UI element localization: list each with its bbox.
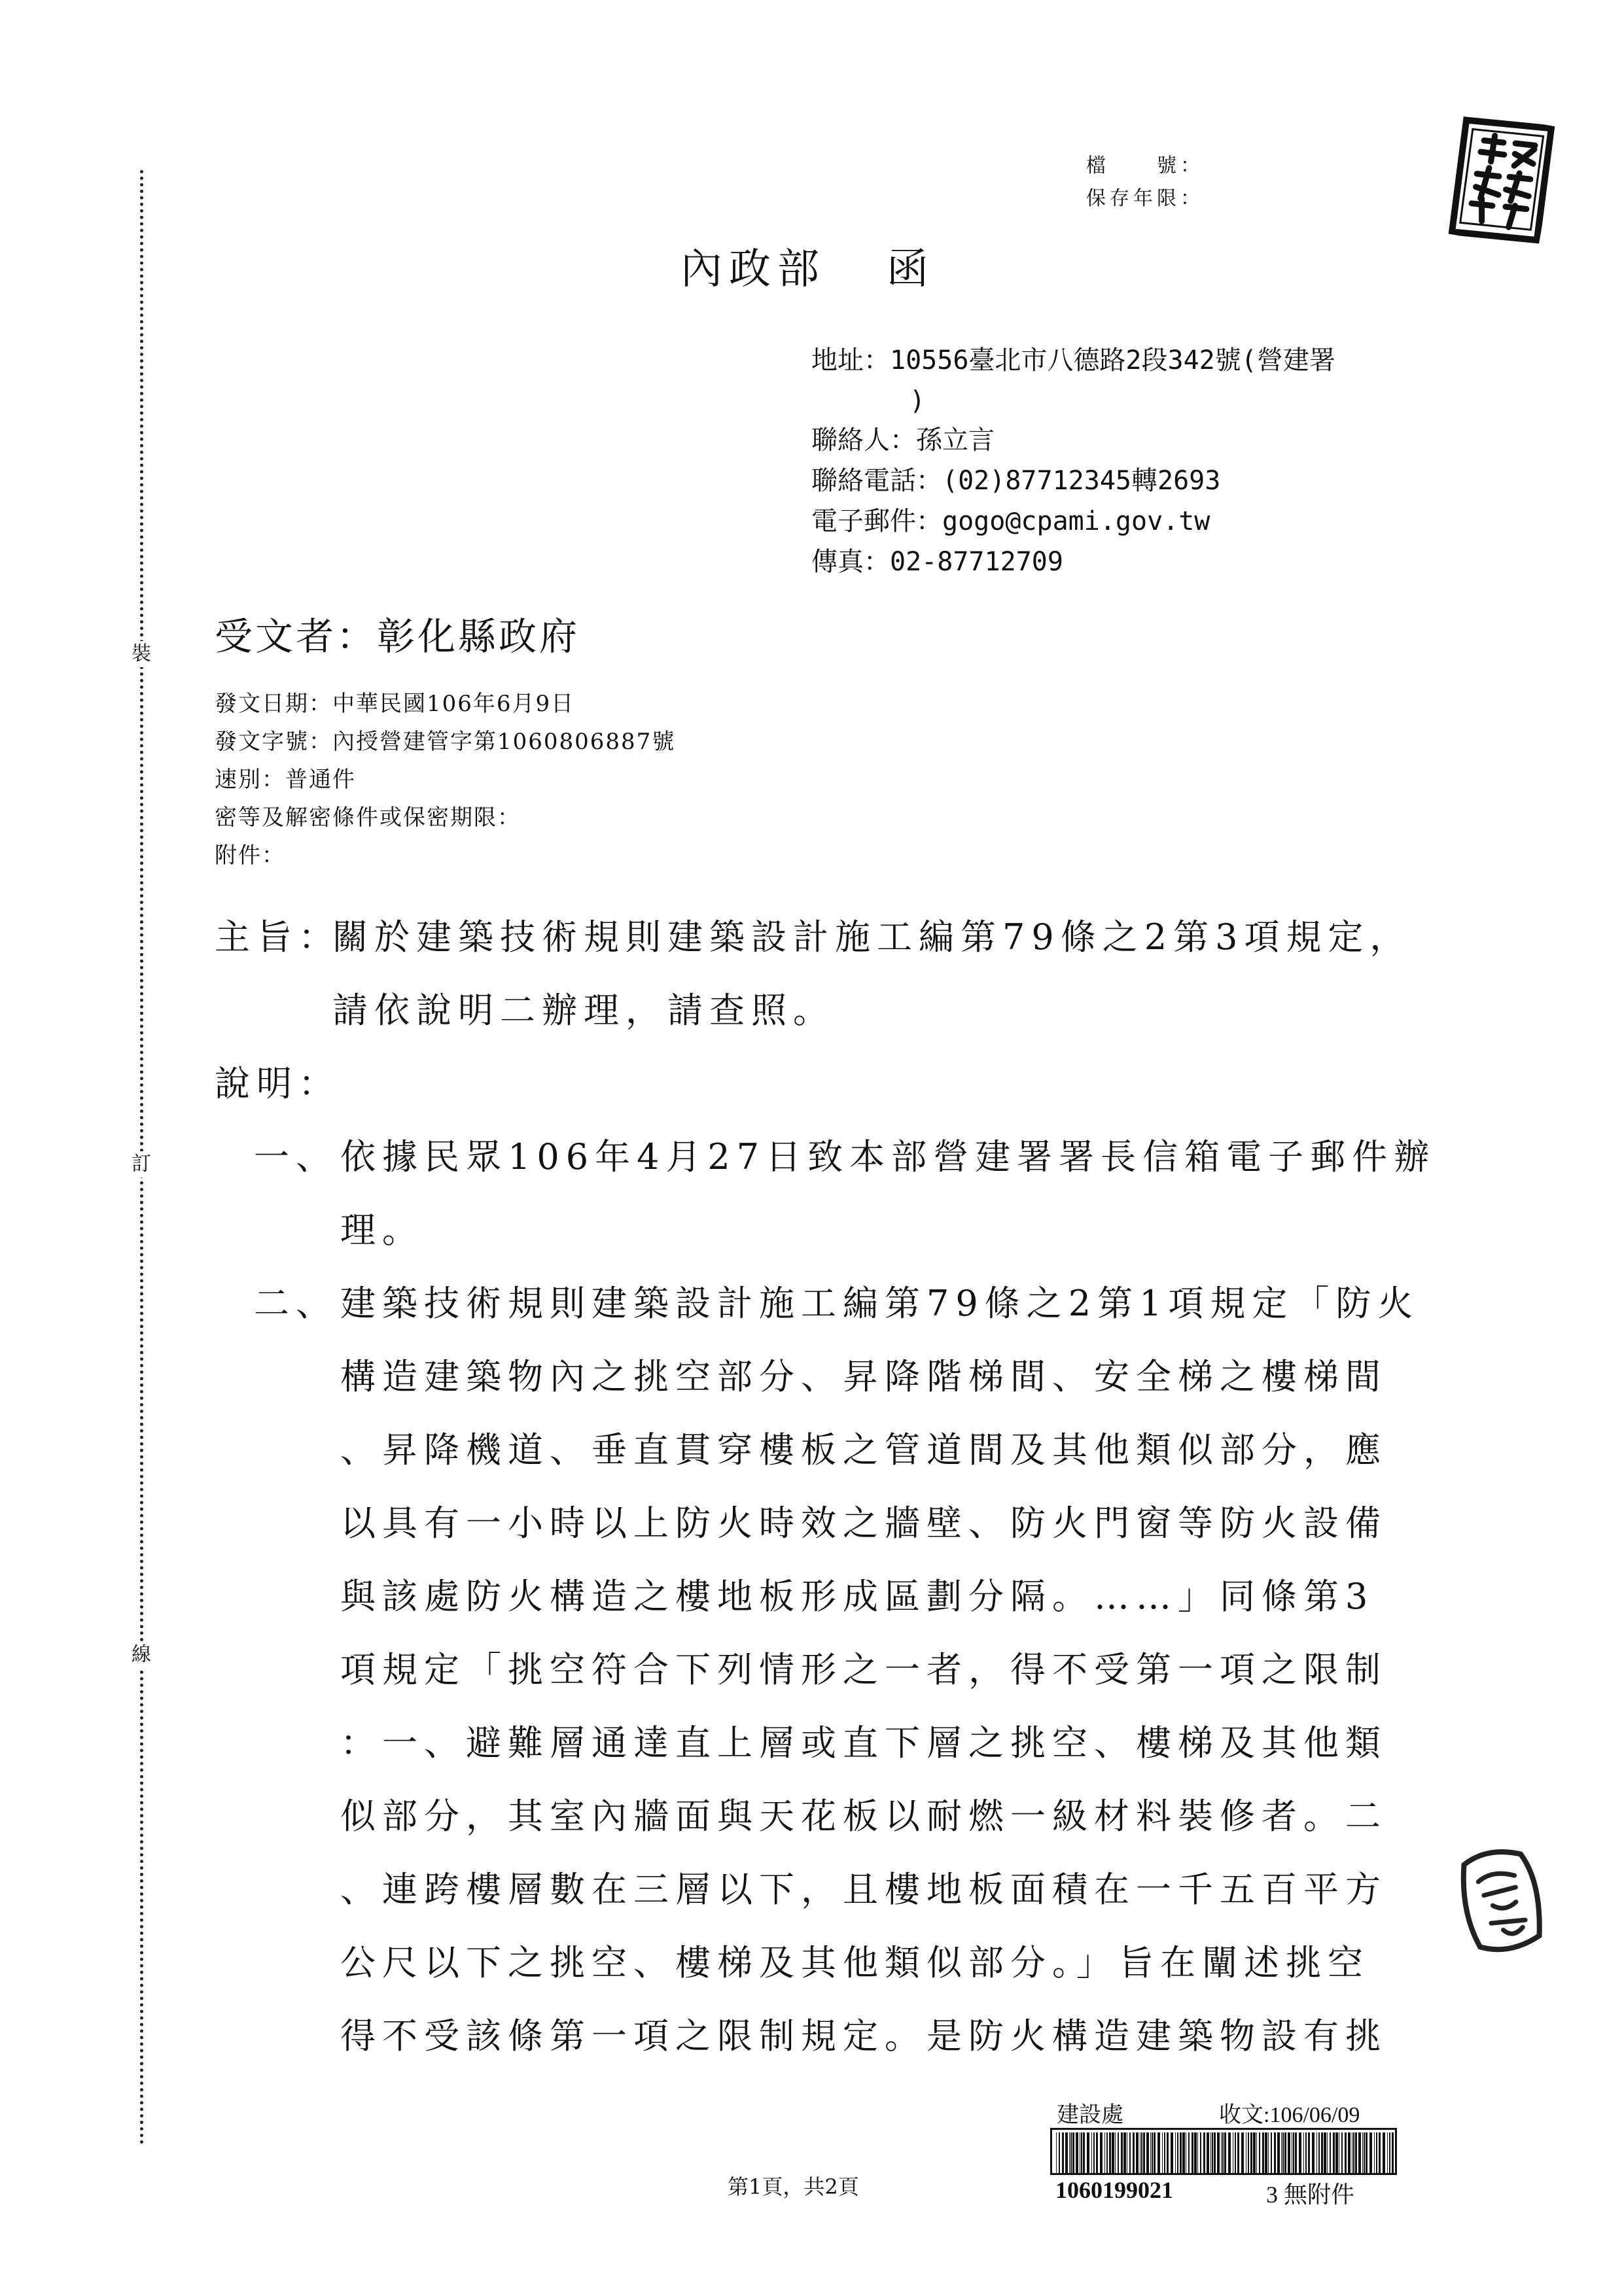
barcode-bar: [1106, 2132, 1108, 2174]
attachments: 附件：: [215, 843, 285, 869]
barcode-number: 1060199021: [1055, 2177, 1173, 2203]
barcode-bar: [1364, 2132, 1365, 2174]
barcode-bar: [1318, 2132, 1320, 2174]
contact-person: 聯絡人：孫立言: [811, 425, 995, 455]
barcode-bar: [1366, 2132, 1368, 2174]
subject-line1: 關於建築技術規則建築設計施工編第79條之2第3項規定，: [332, 916, 1412, 958]
recipient: 受文者：彰化縣政府: [215, 614, 580, 659]
barcode-bar: [1171, 2132, 1173, 2174]
item2-line: 似部分，其室內牆面與天花板以耐燃一級材料裝修者。二: [340, 1796, 1387, 1837]
barcode-bar: [1182, 2132, 1185, 2174]
barcode-bar: [1256, 2132, 1257, 2174]
barcode-bar: [1312, 2132, 1315, 2174]
barcode-bar: [1123, 2132, 1126, 2174]
barcode-bar: [1282, 2132, 1284, 2174]
barcode-bar: [1154, 2132, 1156, 2174]
item2-line: 建築技術規則建築設計施工編第79條之2第1項規定「防火: [340, 1283, 1420, 1324]
barcode-bar: [1096, 2132, 1098, 2174]
barcode-bar: [1248, 2132, 1249, 2174]
barcode-bar: [1271, 2132, 1272, 2174]
subject-label: 主旨：: [215, 916, 340, 958]
barcode-bar: [1056, 2132, 1057, 2174]
barcode-bar: [1259, 2132, 1260, 2174]
barcode-bar: [1228, 2132, 1231, 2174]
item1-line2: 理。: [340, 1209, 424, 1251]
barcode-bar: [1295, 2132, 1297, 2174]
barcode-bar: [1345, 2132, 1347, 2174]
barcode-bar: [1268, 2132, 1269, 2174]
barcode-bar: [1133, 2132, 1135, 2174]
barcode-bar: [1197, 2132, 1198, 2174]
seal-stamp: [1449, 1837, 1555, 1963]
delivery-speed: 速別：普通件: [215, 767, 356, 793]
item2-line: 以具有一小時以上防火時效之牆壁、防火門窗等防火設備: [340, 1503, 1387, 1544]
barcode-bar: [1100, 2132, 1103, 2174]
barcode-bar: [1387, 2132, 1388, 2174]
barcode-bar: [1136, 2132, 1139, 2174]
barcode-bar: [1167, 2132, 1169, 2174]
barcode-bar: [1069, 2132, 1070, 2174]
barcode-bar: [1293, 2132, 1294, 2174]
contact-fax: 傳真：02-87712709: [811, 547, 1063, 577]
contact-email: 電子郵件：gogo@cpami.gov.tw: [811, 506, 1210, 536]
barcode-bar: [1076, 2132, 1078, 2174]
barcode-bar: [1262, 2132, 1264, 2174]
barcode-bar: [1299, 2132, 1301, 2174]
item2-line: 公尺以下之挑空、樓梯及其他類似部分。」旨在闡述挑空: [340, 1942, 1369, 1983]
barcode-bar: [1164, 2132, 1165, 2174]
barcode-bar: [1389, 2132, 1390, 2174]
barcode-bar: [1321, 2132, 1323, 2174]
barcode-bar: [1062, 2132, 1064, 2174]
barcode: [1050, 2128, 1397, 2175]
barcode-bar: [1217, 2132, 1220, 2174]
barcode-bar: [1207, 2132, 1209, 2174]
barcode-bar: [1374, 2132, 1375, 2174]
barcode-bar: [1180, 2132, 1182, 2174]
barcode-bar: [1194, 2132, 1197, 2174]
barcode-bar: [1376, 2132, 1377, 2174]
item2-line: ：一、避難層通達直上層或直下層之挑空、樓梯及其他類: [340, 1722, 1387, 1764]
item2-line: 項規定「挑空符合下列情形之一者，得不受第一項之限制: [340, 1649, 1387, 1690]
barcode-bar: [1222, 2132, 1224, 2174]
barcode-bar: [1065, 2132, 1068, 2174]
barcode-bar: [1288, 2132, 1290, 2174]
item1-line1: 依據民眾106年4月27日致本部營建署署長信箱電子郵件辦: [340, 1136, 1436, 1177]
e-document-exchange-stamp: [1441, 110, 1560, 249]
document-number: 發文字號：內授營建管字第1060806887號: [215, 729, 676, 755]
barcode-bar: [1383, 2132, 1385, 2174]
item2-line: 、昇降機道、垂直貫穿樓板之管道間及其他類似部分，應: [340, 1429, 1387, 1470]
barcode-bar: [1274, 2132, 1276, 2174]
barcode-bar: [1241, 2132, 1244, 2174]
barcode-bar: [1250, 2132, 1252, 2174]
barcode-bar: [1237, 2132, 1239, 2174]
barcode-bar: [1162, 2132, 1163, 2174]
barcode-bar: [1118, 2132, 1119, 2174]
barcode-bar: [1104, 2132, 1105, 2174]
barcode-bar: [1203, 2132, 1205, 2174]
barcode-bar: [1353, 2132, 1354, 2174]
barcode-bar: [1277, 2132, 1280, 2174]
barcode-bar: [1335, 2132, 1338, 2174]
barcode-bar: [1362, 2132, 1363, 2174]
barcode-bar: [1177, 2132, 1178, 2174]
barcode-bar: [1070, 2132, 1072, 2174]
barcode-bar: [1281, 2132, 1282, 2174]
barcode-bar: [1093, 2132, 1095, 2174]
barcode-bar: [1235, 2132, 1236, 2174]
barcode-bar: [1210, 2132, 1211, 2174]
receiving-department: 建設處: [1057, 2103, 1123, 2127]
barcode-bar: [1333, 2132, 1335, 2174]
document-title-org: 內政部: [680, 245, 826, 294]
document-title-type: 函: [887, 245, 935, 294]
sender-address-line2: ): [909, 386, 926, 416]
barcode-bar: [1175, 2132, 1176, 2174]
barcode-bar: [1265, 2132, 1267, 2174]
item2-line: 構造建築物內之挑空部分、昇降階梯間、安全梯之樓梯間: [340, 1356, 1387, 1397]
barcode-bar: [1308, 2132, 1310, 2174]
binding-label-zhuang: 裝: [128, 641, 154, 667]
barcode-bar: [1091, 2132, 1092, 2174]
barcode-bar: [1212, 2132, 1213, 2174]
attachment-note: 3 無附件: [1266, 2182, 1355, 2208]
barcode-bar: [1324, 2132, 1326, 2174]
sender-address-line1: 地址：10556臺北市八德路2段342號(營建署: [811, 345, 1335, 375]
barcode-bar: [1392, 2132, 1394, 2174]
barcode-bar: [1059, 2132, 1060, 2174]
barcode-bar: [1112, 2132, 1114, 2174]
subject-line2: 請依說明二辦理，請查照。: [332, 990, 835, 1031]
barcode-bar: [1141, 2132, 1142, 2174]
barcode-bar: [1157, 2132, 1160, 2174]
binding-label-ding: 訂: [128, 1151, 154, 1177]
barcode-bar: [1330, 2132, 1331, 2174]
barcode-bar: [1379, 2132, 1381, 2174]
barcode-bar: [1115, 2132, 1116, 2174]
page-number: 第1頁，共2頁: [728, 2174, 859, 2199]
barcode-bar: [1253, 2132, 1256, 2174]
barcode-bar: [1143, 2132, 1145, 2174]
barcode-bar: [1284, 2132, 1286, 2174]
file-number-label: 檔 號：: [1086, 154, 1204, 177]
barcode-bar: [1083, 2132, 1085, 2174]
barcode-bar: [1341, 2132, 1343, 2174]
barcode-bar: [1327, 2132, 1328, 2174]
explanation-label: 說明：: [215, 1063, 340, 1104]
barcode-bar: [1355, 2132, 1357, 2174]
barcode-bar: [1081, 2132, 1082, 2174]
item1-number: 一、: [254, 1136, 338, 1177]
barcode-bar: [1087, 2132, 1089, 2174]
barcode-bar: [1200, 2132, 1201, 2174]
barcode-bar: [1192, 2132, 1193, 2174]
item2-line: 、連跨樓層數在三層以下，且樓地板面積在一千五百平方: [340, 1869, 1387, 1910]
barcode-bar: [1303, 2132, 1304, 2174]
barcode-bar: [1109, 2132, 1111, 2174]
barcode-bar: [1305, 2132, 1307, 2174]
barcode-bar: [1072, 2132, 1074, 2174]
barcode-bar: [1150, 2132, 1151, 2174]
item2-line: 與該處防火構造之樓地板形成區劃分隔。……」同條第3: [340, 1576, 1375, 1617]
barcode-bar: [1121, 2132, 1123, 2174]
binding-label-xian: 線: [128, 1642, 154, 1668]
barcode-bar: [1358, 2132, 1361, 2174]
barcode-bar: [1221, 2132, 1222, 2174]
secrecy-level: 密等及解密條件或保密期限：: [215, 805, 521, 831]
barcode-bar: [1369, 2132, 1372, 2174]
item2-line: 得不受該條第一項之限制規定。是防火構造建築物設有挑: [340, 2015, 1387, 2057]
retention-period-label: 保存年限：: [1086, 187, 1204, 210]
barcode-bar: [1214, 2132, 1216, 2174]
issue-date: 發文日期：中華民國106年6月9日: [215, 691, 575, 717]
barcode-bar: [1188, 2132, 1190, 2174]
received-date: 收文:106/06/09: [1219, 2103, 1360, 2127]
barcode-bar: [1348, 2132, 1350, 2174]
item2-number: 二、: [254, 1283, 338, 1324]
barcode-bar: [1224, 2132, 1226, 2174]
barcode-bar: [1146, 2132, 1149, 2174]
receipt-barcode-label: [1050, 2096, 1417, 2208]
barcode-bar: [1129, 2132, 1131, 2174]
barcode-bar: [1152, 2132, 1153, 2174]
contact-phone: 聯絡電話：(02)87712345轉2693: [811, 466, 1221, 496]
barcode-bar: [1316, 2132, 1317, 2174]
